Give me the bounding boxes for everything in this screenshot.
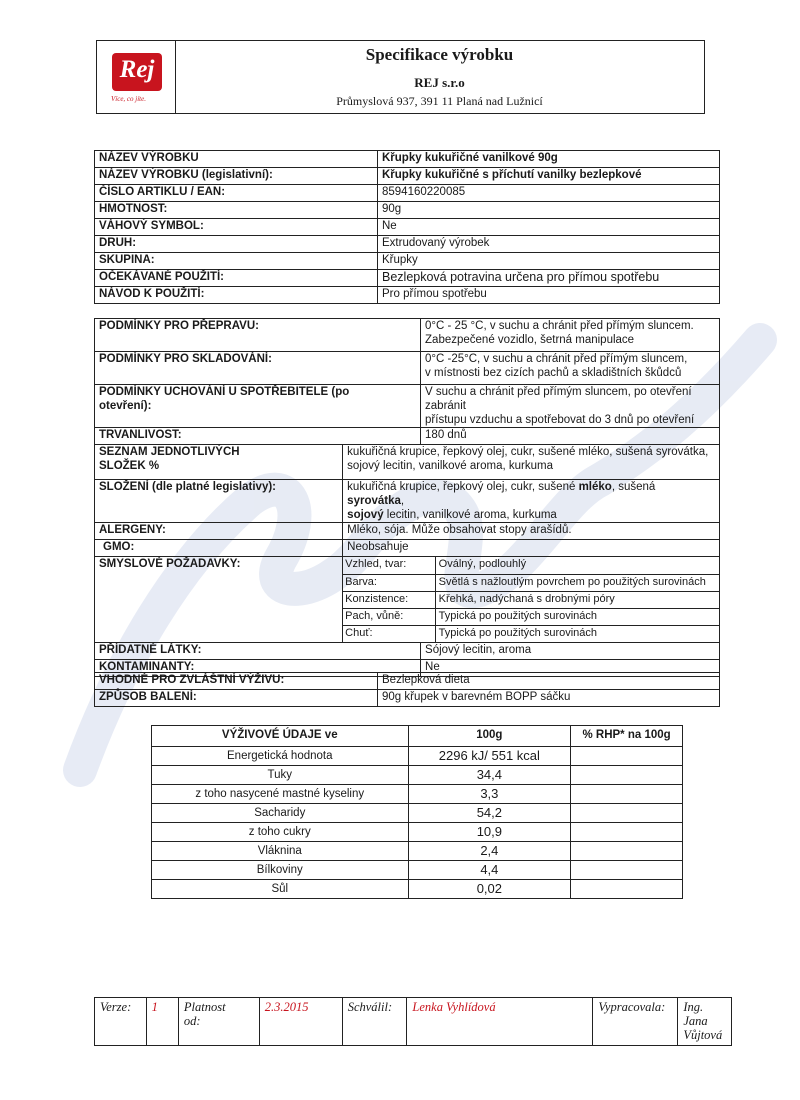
nutrition-row bbox=[152, 804, 683, 823]
storage-line-2: v místnosti bez cizích pachů a skladištních škůdců bbox=[425, 367, 682, 379]
company-name: REJ s.r.o bbox=[414, 75, 465, 90]
nutrient-name: Bílkoviny bbox=[152, 861, 409, 880]
nutrition-row bbox=[152, 842, 683, 861]
additives-row bbox=[95, 643, 720, 660]
product-row bbox=[95, 236, 720, 253]
shelf-life-value: 180 dnů bbox=[421, 428, 720, 445]
product-value: Křupky bbox=[378, 253, 720, 270]
nutrient-value: 3,3 bbox=[408, 785, 571, 804]
special-diet-value: Bezlepková dieta bbox=[378, 673, 720, 690]
composition-part: , sušená bbox=[611, 481, 656, 493]
sensory-key: Barva: bbox=[343, 574, 435, 591]
nutrient-rhp bbox=[571, 823, 683, 842]
allergens-value: Mléko, sója. Může obsahovat stopy arašídů. bbox=[343, 523, 720, 540]
shelf-life-label: TRVANLIVOST: bbox=[95, 428, 421, 445]
nutrition-row bbox=[152, 766, 683, 785]
nutrition-row bbox=[152, 823, 683, 842]
allergen-milk: mléko bbox=[578, 481, 612, 493]
product-value: Ne bbox=[378, 219, 720, 236]
allergen-whey: syrovátka bbox=[347, 495, 401, 507]
nutrient-rhp bbox=[571, 861, 683, 880]
composition-part: kukuřičná krupice, řepkový olej, cukr, sušené bbox=[347, 481, 579, 493]
sensory-val: Typická po použitých surovinách bbox=[435, 608, 719, 625]
nutrient-name: z toho nasycené mastné kyseliny bbox=[152, 785, 409, 804]
ingredients-list-row bbox=[95, 445, 720, 480]
nutrient-rhp bbox=[571, 747, 683, 766]
product-value: 8594160220085 bbox=[378, 185, 720, 202]
sensory-item bbox=[343, 625, 719, 642]
allergens-label: ALERGENY: bbox=[95, 523, 343, 540]
storage-value bbox=[421, 352, 720, 385]
nutrient-rhp bbox=[571, 842, 683, 861]
product-value: Křupky kukuřičné vanilkové 90g bbox=[378, 151, 720, 168]
gmo-row bbox=[95, 540, 720, 557]
sensory-label: SMYSLOVÉ POŽADAVKY: bbox=[95, 557, 343, 643]
nutrition-header-name: VÝŽIVOVÉ ÚDAJE ve bbox=[152, 726, 409, 747]
contaminants-value: Ne bbox=[421, 660, 720, 677]
product-row bbox=[95, 287, 720, 304]
product-value: Bezlepková potravina určena pro přímou spotřebu bbox=[378, 270, 720, 287]
composition-value bbox=[343, 480, 720, 523]
special-diet-label: VHODNÉ PRO ZVLÁŠTNÍ VÝŽIVU: bbox=[95, 673, 378, 690]
consumer-row bbox=[95, 385, 720, 428]
logo-text: Rej bbox=[119, 56, 155, 83]
packaging-label: ZPŮSOB BALENÍ: bbox=[95, 690, 378, 707]
consumer-label-line-2: otevření): bbox=[99, 400, 152, 412]
nutrient-name: Tuky bbox=[152, 766, 409, 785]
transport-line-1: 0°C - 25 °C, v suchu a chránit před přímým sluncem. bbox=[425, 320, 694, 332]
nutrition-row bbox=[152, 861, 683, 880]
ingredients-list-line-1: kukuřičná krupice, řepkový olej, cukr, sušené mléko, sušená syrovátka, bbox=[347, 446, 709, 458]
sensory-item bbox=[343, 591, 719, 608]
company-address: Průmyslová 937, 391 11 Planá nad Lužnicí bbox=[336, 94, 543, 108]
transport-line-2: Zabezpečené vozidlo, šetrná manipulace bbox=[425, 334, 635, 346]
conditions-table bbox=[94, 318, 720, 677]
nutrient-value: 34,4 bbox=[408, 766, 571, 785]
prepared-line-1: Ing. bbox=[683, 1000, 704, 1014]
composition-part: lecitin, vanilkové aroma, kurkuma bbox=[383, 509, 557, 521]
rej-logo bbox=[112, 53, 162, 91]
product-row bbox=[95, 270, 720, 287]
product-row bbox=[95, 219, 720, 236]
product-label: SKUPINA: bbox=[95, 253, 378, 270]
nutrient-name: Energetická hodnota bbox=[152, 747, 409, 766]
consumer-value bbox=[421, 385, 720, 428]
product-label: HMOTNOST: bbox=[95, 202, 378, 219]
additives-value: Sójový lecitin, aroma bbox=[421, 643, 720, 660]
composition-label: SLOŽENÍ (dle platné legislativy): bbox=[95, 480, 343, 523]
product-label: ČÍSLO ARTIKLU / EAN: bbox=[95, 185, 378, 202]
nutrient-value: 2296 kJ/ 551 kcal bbox=[408, 747, 571, 766]
consumer-line-2: přístupu vzduchu a spotřebovat do 3 dnů po otevření bbox=[425, 414, 695, 426]
nutrient-value: 10,9 bbox=[408, 823, 571, 842]
nutrient-value: 0,02 bbox=[408, 880, 571, 899]
nutrient-value: 54,2 bbox=[408, 804, 571, 823]
composition-row bbox=[95, 480, 720, 523]
product-label: VÁHOVÝ SYMBOL: bbox=[95, 219, 378, 236]
nutrient-rhp bbox=[571, 766, 683, 785]
prepared-line-3: Vůjtová bbox=[683, 1028, 723, 1042]
nutrient-name: Sůl bbox=[152, 880, 409, 899]
nutrition-header-row bbox=[152, 726, 683, 747]
nutrient-name: Sacharidy bbox=[152, 804, 409, 823]
nutrition-header-rhp: % RHP* na 100g bbox=[571, 726, 683, 747]
product-row bbox=[95, 185, 720, 202]
document-footer bbox=[94, 997, 732, 1046]
sensory-value bbox=[343, 557, 720, 643]
allergen-soy: sojový bbox=[347, 509, 384, 521]
transport-value bbox=[421, 319, 720, 352]
nutrition-header-100g: 100g bbox=[408, 726, 571, 747]
sensory-key: Vzhled, tvar: bbox=[343, 557, 435, 574]
valid-from-label bbox=[178, 998, 259, 1046]
packaging-row bbox=[95, 690, 720, 707]
gmo-label: GMO: bbox=[95, 540, 343, 557]
sensory-item bbox=[343, 574, 719, 591]
nutrition-row bbox=[152, 785, 683, 804]
sensory-key: Pach, vůně: bbox=[343, 608, 435, 625]
product-row bbox=[95, 168, 720, 185]
nutrient-value: 4,4 bbox=[408, 861, 571, 880]
consumer-label-line-1: PODMÍNKY UCHOVÁNÍ U SPOTŘEBITELE (po bbox=[99, 386, 350, 398]
logo-cell bbox=[97, 41, 176, 113]
ingredients-list-value bbox=[343, 445, 720, 480]
approved-value: Lenka Vyhlídová bbox=[407, 998, 593, 1046]
sensory-subtable bbox=[343, 557, 719, 642]
product-label: DRUH: bbox=[95, 236, 378, 253]
contaminants-label: KONTAMINANTY: bbox=[95, 660, 421, 677]
sensory-key: Chuť: bbox=[343, 625, 435, 642]
product-label: NÁZEV VÝROBKU (legislativní): bbox=[95, 168, 378, 185]
sensory-val: Křehká, nadýchaná s drobnými póry bbox=[435, 591, 719, 608]
storage-label: PODMÍNKY PRO SKLADOVÁNÍ: bbox=[95, 352, 421, 385]
packaging-value: 90g křupek v barevném BOPP sáčku bbox=[378, 690, 720, 707]
ingredients-list-line-2: sojový lecitin, vanilkové aroma, kurkuma bbox=[347, 460, 553, 472]
nutrient-rhp bbox=[571, 804, 683, 823]
composition-line-1 bbox=[347, 480, 715, 508]
nutrient-rhp bbox=[571, 785, 683, 804]
special-diet-row bbox=[95, 673, 720, 690]
approved-label: Schválil: bbox=[342, 998, 407, 1046]
composition-part: , bbox=[400, 495, 405, 507]
product-label: NÁZEV VÝROBKU bbox=[95, 151, 378, 168]
document-title: Specifikace výrobku bbox=[365, 45, 514, 64]
nutrition-row bbox=[152, 747, 683, 766]
prepared-line-2: Jana bbox=[683, 1014, 708, 1028]
nutrient-value: 2,4 bbox=[408, 842, 571, 861]
diet-table bbox=[94, 672, 720, 707]
transport-row bbox=[95, 319, 720, 352]
document-header bbox=[96, 40, 705, 114]
prepared-label: Vypracovala: bbox=[593, 998, 678, 1046]
valid-from-label-1: Platnost bbox=[183, 1000, 226, 1014]
ingredients-list-label-2: SLOŽEK % bbox=[99, 460, 160, 472]
valid-from-value: 2.3.2015 bbox=[259, 998, 342, 1046]
version-label: Verze: bbox=[95, 998, 147, 1046]
product-label: OČEKÁVANÉ POUŽITÍ: bbox=[95, 270, 378, 287]
sensory-item bbox=[343, 608, 719, 625]
composition-line-2 bbox=[347, 508, 715, 522]
sensory-val: Typická po použitých surovinách bbox=[438, 626, 598, 639]
logo-slogan: Více, co jíte. bbox=[111, 95, 146, 103]
ingredients-list-label bbox=[95, 445, 343, 480]
consumer-line-1: V suchu a chránit před přímým sluncem, po otevření zabránit bbox=[425, 386, 692, 412]
allergens-row bbox=[95, 523, 720, 540]
consumer-label bbox=[95, 385, 421, 428]
storage-line-1: 0°C -25°C, v suchu a chránit před přímým sluncem, bbox=[425, 353, 688, 365]
sensory-item bbox=[343, 557, 719, 574]
product-label: NÁVOD K POUŽITÍ: bbox=[95, 287, 378, 304]
product-value: 90g bbox=[378, 202, 720, 219]
storage-row bbox=[95, 352, 720, 385]
product-row bbox=[95, 253, 720, 270]
shelf-life-row bbox=[95, 428, 720, 445]
product-row bbox=[95, 151, 720, 168]
sensory-val: Oválný, podlouhlý bbox=[435, 557, 719, 574]
product-row bbox=[95, 202, 720, 219]
transport-label: PODMÍNKY PRO PŘEPRAVU: bbox=[95, 319, 421, 352]
version-value: 1 bbox=[146, 998, 178, 1046]
nutrition-row bbox=[152, 880, 683, 899]
nutrient-name: Vláknina bbox=[152, 842, 409, 861]
product-info-table bbox=[94, 150, 720, 304]
sensory-key: Konzistence: bbox=[343, 591, 435, 608]
sensory-row bbox=[95, 557, 720, 643]
sensory-val: Světlá s nažloutlým povrchem po použitých surovinách bbox=[435, 574, 719, 591]
product-value: Extrudovaný výrobek bbox=[378, 236, 720, 253]
gmo-value: Neobsahuje bbox=[343, 540, 720, 557]
product-value: Pro přímou spotřebu bbox=[378, 287, 720, 304]
product-value: Křupky kukuřičné s příchutí vanilky bezlepkové bbox=[378, 168, 720, 185]
ingredients-list-label-1: SEZNAM JEDNOTLIVÝCH bbox=[99, 446, 240, 458]
valid-from-label-2: od: bbox=[183, 1014, 201, 1028]
nutrient-name: z toho cukry bbox=[152, 823, 409, 842]
prepared-value bbox=[678, 998, 732, 1046]
nutrient-rhp bbox=[571, 880, 683, 899]
nutrition-table bbox=[151, 725, 683, 899]
additives-label: PŘÍDATNÉ LÁTKY: bbox=[95, 643, 421, 660]
